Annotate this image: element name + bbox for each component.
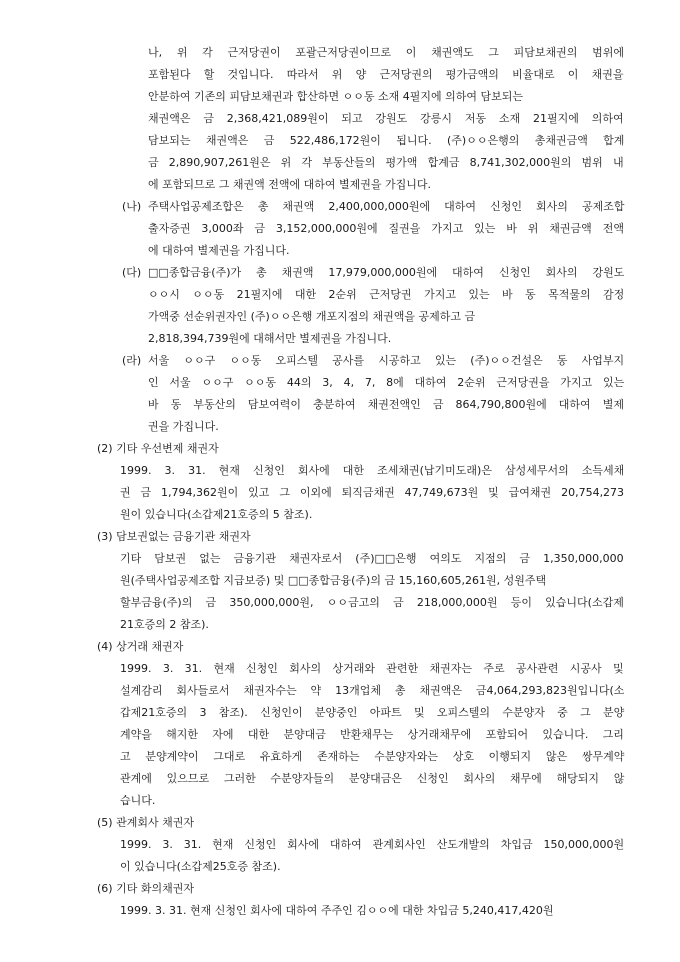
item-marker-da: (다) [122,266,142,279]
section-heading-unsecured-financial-creditors: (3) 담보권없는 금융기관 채권자 [97,530,251,543]
paragraph-item-ra [148,350,624,438]
text-line: 금 2,890,907,261원은 위 각 부동산들의 평가액 합계금 8,741,302,000원의 범위 내 [148,156,624,169]
text-line: 주택사업공제조합은 총 채권액 2,400,000,000원에 대하여 신청인 회사의 공제조합 [148,200,625,213]
section-heading-other-composition-creditors: (6) 기타 화의채권자 [97,882,194,895]
text-line: 기타 담보권 없는 금융기관 채권자로서 (주)□□은행 여의도 지점의 금 1,350,000,000 [120,552,624,565]
text-line: 이 있습니다(소갑제25호증 참조). [120,860,281,873]
text-line: 출자증권 3,000좌 금 3,152,000,000원에 질권을 가지고 있는 바 위 채권금액 전액 [148,222,624,235]
text-line: 권을 가집니다. [148,420,219,433]
text-line: 21호증의 2 참조). [120,618,209,631]
text-line: 갑제21호증의 3 참조). 신청인이 분양중인 아파트 및 오피스텔의 수분양자 중 그 분양 [120,706,625,719]
text-line: 바 동 부동산의 담보여력이 충분하여 채권전액인 금 864,790,800원에 대하여 별제 [148,398,624,411]
text-line: 안분하여 기존의 피담보채권과 합산하면 ㅇㅇ동 소재 4필지에 의하여 담보되는 [148,90,524,103]
text-line: 에 포함되므로 그 채권액 전액에 대하여 별제권을 가집니다. [148,178,431,191]
text-line: 인 서울 ㅇㅇ구 ㅇㅇ동 44의 3, 4, 7, 8에 대하여 2순위 근저당권을 가지고 있는 [148,376,625,389]
paragraph-other-composition-creditors [120,900,624,922]
text-line: 습니다. [120,794,156,807]
text-line: 가액중 선순위권자인 (주)ㅇㅇ은행 개포지점의 채권액을 공제하고 금 [148,310,476,323]
text-line: 2,818,394,739원에 대해서만 별제권을 가집니다. [148,332,392,345]
text-line: 원(주택사업공제조합 지급보증) 및 □□종합금융(주)의 금 15,160,605,261원, 성원주택 [120,574,547,587]
item-marker-na: (나) [122,200,142,213]
text-line: 나, 위 각 근저당권이 포괄근저당권이므로 이 채권액도 그 피담보채권의 범위에 [148,46,624,59]
text-line: 원이 있습니다(소갑제21호증의 5 참조). [120,508,313,521]
section-heading-affiliate-creditors: (5) 관계회사 채권자 [97,816,194,829]
text-line: 담보되는 채권액은 금 522,486,172원이 됩니다. (주)ㅇㅇ은행의 총채권금액 합계 [148,134,625,147]
text-line: ㅇㅇ시 ㅇㅇ동 21필지에 대한 2순위 근저당권 가지고 있는 바 동 목적물의 감정 [148,288,625,301]
text-line: 할부금융(주)의 금 350,000,000원, ㅇㅇ금고의 금 218,000,000원 등이 있습니다(소갑제 [120,596,624,609]
text-line: 고 분양계약이 그대로 유효하게 존재하는 수분양자와는 상호 이행되지 않은 쌍무계약 [120,750,625,763]
text-line: 1999. 3. 31. 현재 신청인 회사에 대한 조세채권(납기미도래)은 삼성세무서의 소득세채 [120,464,625,477]
text-line: 1999. 3. 31. 현재 신청인 회사의 상거래와 관련한 채권자는 주로 공사관련 시공사 및 [120,662,624,675]
paragraph-other-priority-creditors [120,460,624,526]
text-line: 1999. 3. 31. 현재 신청인 회사에 대하여 주주인 김ㅇㅇ에 대한 차입금 5,240,417,420원 [120,904,554,917]
text-line: 설계감리 회사들로서 채권자수는 약 13개업체 총 채권액은 금4,064,293,823원입니다(소 [120,684,625,697]
item-marker-ra: (라) [122,354,142,367]
section-heading-trade-creditors: (4) 상거래 채권자 [97,640,184,653]
paragraph-item-da [148,262,624,350]
paragraph-collateral-continuation [148,42,624,196]
section-heading-other-priority-creditors: (2) 기타 우선변제 채권자 [97,442,219,455]
paragraph-trade-creditors [120,658,624,812]
text-line: 서울 ㅇㅇ구 ㅇㅇ동 오피스텔 공사를 시공하고 있는 (주)ㅇㅇ건설은 동 사업부지 [148,354,625,367]
paragraph-unsecured-financial-creditors [120,548,624,636]
text-line: 권 금 1,794,362원이 있고 그 이외에 퇴직금채권 47,749,673원 및 급여채권 20,754,273 [120,486,625,499]
text-line: 채권액은 금 2,368,421,089원이 되고 강원도 강릉시 저동 소재 21필지에 의하여 [148,112,624,125]
text-line: 에 대하여 별제권을 가집니다. [148,244,290,257]
text-line: 관계에 있으므로 그러한 수분양자들의 분양대금은 신청인 회사의 채무에 해당되지 않 [120,772,625,785]
text-line: 포함된다 할 것입니다. 따라서 위 양 근저당권의 평가금액의 비율대로 이 채권을 [148,68,624,81]
paragraph-item-na [148,196,624,262]
text-line: □□종합금융(주)가 총 채권액 17,979,000,000원에 대하여 신청인 회사의 강원도 [148,266,625,279]
text-line: 계약을 해지한 자에 대한 분양대금 반환채무는 상거래채무에 포함되어 있습니다. 그리 [120,728,624,741]
text-line: 1999. 3. 31. 현재 신청인 회사에 대하여 관계회사인 산도개발의 차입금 150,000,000원 [120,838,625,851]
paragraph-affiliate-creditors [120,834,624,878]
